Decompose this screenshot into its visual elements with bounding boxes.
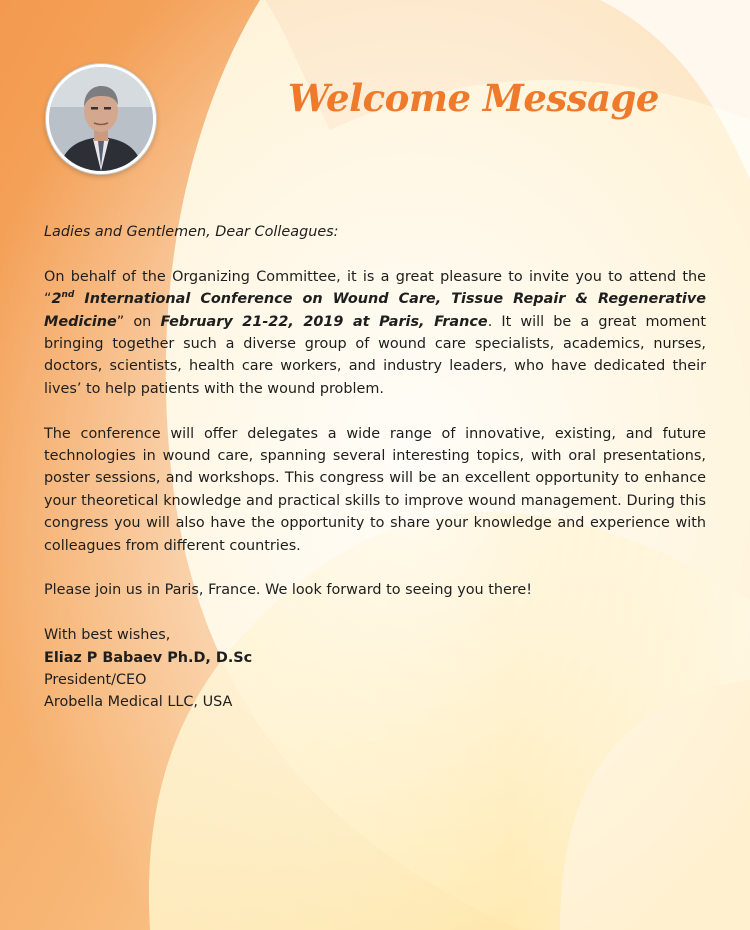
signature-block — [44, 624, 706, 714]
event-date-location: February 21-22, 2019 at Paris, France — [160, 313, 488, 330]
portrait-icon — [49, 67, 153, 171]
welcome-letter — [44, 221, 706, 714]
salutation: Ladies and Gentlemen, Dear Colleagues: — [44, 224, 339, 240]
signatory-name: Eliaz P Babaev Ph.D, D.Sc — [44, 649, 253, 666]
page-title: Welcome Message — [288, 76, 659, 120]
conference-ordinal-suffix: nd — [61, 290, 75, 301]
portrait-photo — [46, 64, 156, 174]
conference-name: International Conference on Wound Care, Tissue Repair & Regenerative Medicine — [44, 291, 706, 330]
signatory-organization: Arobella Medical LLC, USA — [44, 694, 233, 711]
signatory-position: President/CEO — [44, 672, 147, 689]
invitation-intro: On behalf of the Organizing Committee, it is a great pleasure to invite you to attend the “ — [44, 268, 706, 308]
invitation-after-name: ” on — [116, 313, 161, 330]
paragraph-program: The conference will offer delegates a wide range of innovative, existing, and future technologies in wound care, spanning several interesting topics, with oral presentations, poster sessions, and workshops. This congress will be an excellent opportunity to enhance your theoretical knowledge and practical skills to improve wound management. During this congress you will also have the opportunity to share your knowledge and experience with colleagues from different countries. — [44, 425, 706, 554]
paragraph-closing: Please join us in Paris, France. We look forward to seeing you there! — [44, 582, 533, 599]
paragraph-invitation — [44, 266, 706, 400]
conference-ordinal: 2 — [51, 291, 62, 308]
invitation-rest: . It will be a great moment bringing together such a diverse group of wound care specialists, academics, nurses, doctors, scientists, health care workers, and industry leaders, who have dedicated their lives’ to help patients with the wound problem. — [44, 313, 706, 397]
closing-line: With best wishes, — [44, 627, 171, 644]
